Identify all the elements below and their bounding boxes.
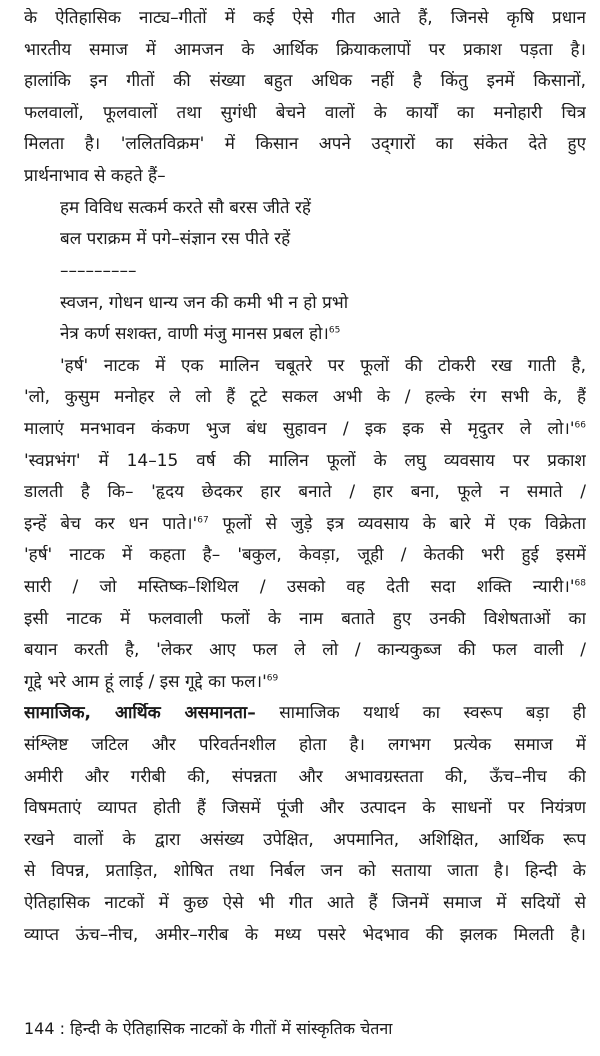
text-line: 'हर्ष' नाटक में एक मालिन चबूतरे पर फूलों की टोकरी रख गाती है, — [60, 356, 586, 376]
verse-line — [60, 324, 560, 346]
text-line: बयान करती है, 'लेकर आए फल ले लो / कान्यकुब्ज की फल वाली / — [24, 640, 586, 660]
text-line: फलवालों, फूलवालों तथा सुगंधी बेचने वालों के कार्यों का मनोहारी चित्र — [24, 103, 586, 123]
section-heading: सामाजिक, आर्थिक असमानता– — [24, 703, 256, 723]
footnote-ref-68: 68 — [574, 578, 586, 589]
text-line: ऐतिहासिक नाटकों में कुछ ऐसे भी गीत आते हैं जिनमें समाज में सदियों से — [24, 893, 586, 913]
text-line: भारतीय समाज में आमजन के आर्थिक क्रियाकलापों पर प्रकाश पड़ता है। — [24, 40, 586, 60]
footnote-ref-65: 65 — [328, 325, 341, 336]
text-line — [24, 514, 586, 536]
text-segment: मालाएं मनभावन कंकण भुज बंध सुहावन / इक इक से मृदुतर ले लो।' — [24, 419, 575, 439]
text-line: विषमताएं व्यापत होती हैं जिसमें पूंजी और उत्पादन के साधनों पर नियंत्रण — [24, 798, 586, 818]
text-line: व्याप्त ऊंच–नीच, अमीर–गरीब के मध्य पसरे भेदभाव की झलक मिलती है। — [24, 925, 586, 945]
verse-line: स्वजन, गोधन धान्य जन की कमी भी न हो प्रभो — [60, 293, 349, 313]
text-line: संश्लिष्ट जटिल और परिवर्तनशील होता है। लगभग प्रत्येक समाज में — [24, 735, 586, 755]
footnote-ref-69: 69 — [266, 673, 279, 684]
text-line: 'स्वप्नभंग' में 14–15 वर्ष की मालिन फूलों के लघु व्यवसाय पर प्रकाश — [24, 451, 586, 471]
text-line: 'हर्ष' नाटक में कहता है– 'बकुल, केवड़ा, जूही / केतकी भरी हुई इसमें — [24, 545, 586, 565]
verse-line: बल पराक्रम में पगे–संज्ञान रस पीते रहें — [60, 229, 291, 249]
text-segment: सामाजिक यथार्थ का स्वरूप बड़ा ही — [279, 703, 586, 723]
text-line — [24, 672, 586, 694]
text-line: डालती है कि– 'हृदय छेदकर हार बनाते / हार बना, फूले न समाते / — [24, 482, 586, 502]
text-line: इसी नाटक में फलवाली फलों के नाम बताते हुए उनकी विशेषताओं का — [24, 609, 586, 629]
text-line: से विपन्न, प्रताड़ित, शोषित तथा निर्बल जन को सताया जाता है। हिन्दी के — [24, 861, 586, 881]
footnote-ref-67: 67 — [197, 515, 209, 526]
text-line: मिलता है। 'ललितविक्रम' में किसान अपने उद्‌गारों का संकेत देते हुए — [24, 134, 586, 154]
text-line: के ऐतिहासिक नाट्य–गीतों में कई ऐसे गीत आते हैं, जिनसे कृषि प्रधान — [24, 8, 586, 28]
text-line — [24, 419, 586, 441]
text-line: प्रार्थनाभाव से कहते हैं– — [24, 166, 166, 186]
verse-text: नेत्र कर्ण सशक्त, वाणी मंजु मानस प्रबल हो। — [60, 324, 329, 344]
footnote-ref-66: 66 — [574, 420, 586, 431]
text-line — [24, 577, 586, 599]
text-segment: इन्हें बेच कर धन पाते।' — [24, 514, 198, 534]
text-line: अमीरी और गरीबी की, संपन्नता और अभावग्रस्तता की, ऊँच–नीच की — [24, 767, 586, 787]
text-line: रखने वालों के द्वारा असंख्य उपेक्षित, अपमानित, अशिक्षित, आर्थिक रूप — [24, 830, 586, 850]
text-line — [24, 703, 586, 725]
text-line: 'लो, कुसुम मनोहर ले लो हैं टूटे सकल अभी के / हल्के रंग सभी के, हैं — [24, 387, 586, 407]
text-segment: फूलों से जुड़े इत्र व्यवसाय के बारे में एक विक्रेता — [222, 514, 586, 534]
page-footer: 144 : हिन्दी के ऐतिहासिक नाटकों के गीतों में सांस्कृतिक चेतना — [24, 1019, 393, 1038]
verse-separator: ––––––––– — [60, 261, 137, 281]
text-line: हालांकि इन गीतों की संख्या बहुत अधिक नहीं है किंतु इनमें किसानों, — [24, 71, 586, 91]
text-segment: गूद्दे भरे आम हूं लाई / इस गूद्दे का फल।' — [24, 672, 267, 692]
text-segment: सारी / जो मस्तिष्क–शिथिल / उसको वह देती सदा शक्ति न्यारी।' — [24, 577, 575, 597]
verse-line: हम विविध सत्कर्म करते सौ बरस जीते रहें — [60, 198, 311, 218]
